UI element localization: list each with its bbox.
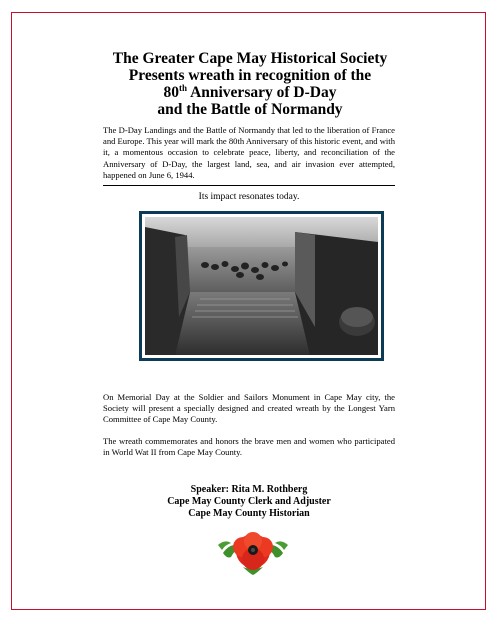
- title-line-4: and the Battle of Normandy: [157, 101, 343, 118]
- poppy-icon: [213, 523, 293, 578]
- anniversary-text: Anniversary of D-Day: [187, 84, 337, 101]
- speaker-role-2: Cape May County Historian: [188, 508, 310, 519]
- divider: [103, 185, 395, 186]
- speaker-role-1: Cape May County Clerk and Adjuster: [167, 496, 331, 507]
- speaker-name: Speaker: Rita M. Rothberg: [190, 484, 308, 495]
- impact-statement: Its impact resonates today.: [198, 192, 300, 202]
- title-line-2: Presents wreath in recognition of the: [128, 67, 372, 84]
- intro-paragraph: The D-Day Landings and the Battle of Normandy that led to the liberation of France and Europe. This year will mark the 80th Anniversary of this historic event, and with it, a momentous occasion to celebrate peace, liberty, and reconciliation of the Anniversary of D-Day, the largest land, sea, and air invasion ever attempted, happened on June 6, 1944.: [103, 125, 395, 180]
- wreath-paragraph: The wreath commemorates and honors the brave men and women who participated in World Wat II from Cape May County.: [103, 436, 395, 458]
- title-line-1: The Greater Cape May Historical Society: [112, 50, 388, 67]
- memorial-paragraph: On Memorial Day at the Soldier and Sailors Monument in Cape May city, the Society will present a specially designed and created wreath by the Longest Yarn Committee of Cape May County.: [103, 392, 395, 425]
- title-line-3: [40, 84, 460, 101]
- page-title: [40, 50, 460, 118]
- ordinal-suffix: th: [179, 82, 188, 93]
- anniversary-number: 80: [163, 84, 180, 101]
- speaker-block: [103, 484, 395, 520]
- photo-frame: [139, 211, 384, 361]
- d-day-landing-photo: [145, 217, 378, 355]
